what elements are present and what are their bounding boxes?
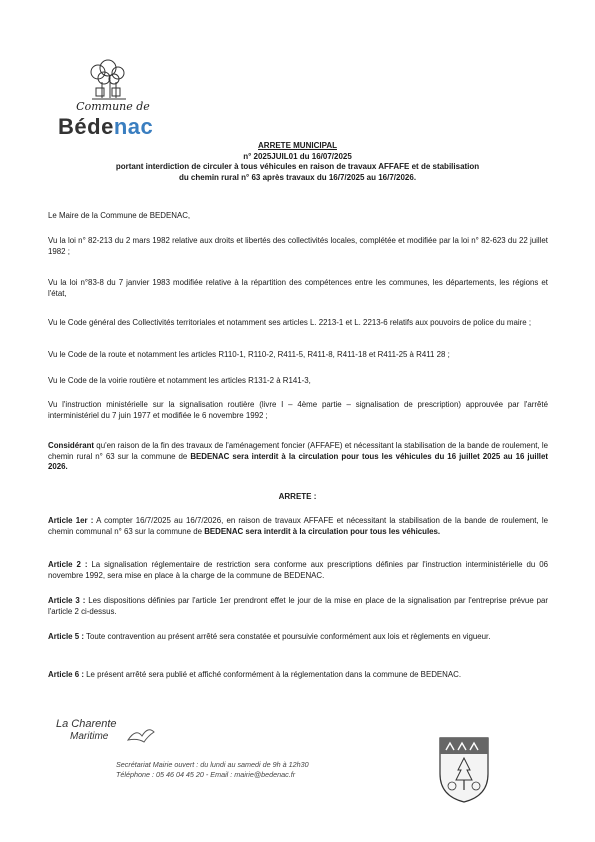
article-6: Article 6 : Le présent arrêté sera publié et affiché conformément à la réglementation dans la commune de BEDENAC. [48, 670, 462, 679]
contact-hours: Secrétariat Mairie ouvert : du lundi au samedi de 9h à 12h30 [116, 760, 309, 769]
article-2: Article 2 : La signalisation réglementaire de restriction sera conforme aux prescriptions définies par l'instruction interministérielle du 06 novembre 1992, sera mise en place à la charge de la commune de BEDENAC. [48, 560, 548, 580]
article-3: Article 3 : Les dispositions définies par l'article 1er prendront effet le jour de la mise en place de la signalisation par l'entreprise prévue par l'article 2 ci-dessus. [48, 596, 548, 616]
arrete-header [60, 141, 535, 183]
bird-icon [126, 724, 156, 748]
logo-script-text: Commune de [76, 100, 150, 113]
trees-icon [58, 58, 168, 102]
arrete-section-title: ARRETE : [278, 492, 317, 501]
arrete-number: n° 2025JUIL01 du 16/07/2025 [243, 151, 352, 161]
region-logo-line2: Maritime [70, 731, 109, 742]
visa-4: Vu le Code de la route et notamment les articles R110-1, R110-2, R411-5, R411-8, R411-18 et R411-25 à R411 28 ; [48, 350, 450, 359]
coat-of-arms-icon [436, 734, 492, 804]
intro-text: Le Maire de la Commune de BEDENAC, [48, 211, 191, 220]
arrete-title: ARRETE MUNICIPAL [258, 141, 337, 150]
commune-logo [58, 58, 168, 140]
contact-phone-email: Téléphone : 05 46 04 45 20 - Email : mairie@bedenac.fr [116, 770, 296, 779]
mairie-contact [116, 760, 376, 780]
considerant-paragraph: Considérant qu'en raison de la fin des travaux de l'aménagement foncier (AFFAFE) et nécessitant la stabilisation de la bande de roulement, le chemin rural n° 63 sur la commune de BEDENAC sera interdit à la circulation pour tous les véhicules du 16 juillet 2025 au 16 juillet 2026. [48, 441, 548, 472]
region-logo-line1: La Charente [56, 718, 117, 730]
visa-1: Vu la loi n° 82-213 du 2 mars 1982 relative aux droits et libertés des collectivités locales, complétée et modifiée par la loi n° 82-623 du 22 juillet 1982 ; [48, 236, 548, 256]
arrete-subject-line2: du chemin rural n° 63 après travaux du 16/7/2025 au 16/7/2026. [178, 172, 417, 182]
visa-2: Vu la loi n°83-8 du 7 janvier 1983 modifiée relative à la répartition des compétences entre les communes, les départements, les régions et l'état, [48, 278, 548, 298]
arrete-subject-line1: portant interdiction de circuler à tous véhicules en raison de travaux AFFAFE et de stabilisation [115, 162, 480, 172]
visa-6: Vu l'instruction ministérielle sur la signalisation routière (livre I – 4ème partie – signalisation de prescription) approuvée par l'arrêté interministériel du 7 juin 1977 et modifiée le 6 novembre 1992 ; [48, 400, 548, 420]
coat-of-arms [436, 734, 492, 804]
article-1: Article 1er : A compter 16/7/2025 au 16/7/2026, en raison de travaux AFFAFE et nécessitant la stabilisation de la bande de roulement, le chemin communal n° 63 sur la commune de BEDENAC sera interdit à la circulation pour tous les véhicules. [48, 516, 549, 536]
logo-commune-name: Bédenac [58, 114, 154, 139]
region-logo [56, 718, 166, 758]
article-5: Article 5 : Toute contravention au présent arrêté sera constatée et poursuivie conformément aux lois et règlements en vigueur. [48, 632, 491, 641]
visa-3: Vu le Code général des Collectivités territoriales et notamment ses articles L. 2213-1 et L. 2213-6 relatifs aux pouvoirs de police du maire ; [48, 318, 532, 327]
visa-5: Vu le Code de la voirie routière et notamment les articles R131-2 à R141-3, [48, 376, 311, 385]
